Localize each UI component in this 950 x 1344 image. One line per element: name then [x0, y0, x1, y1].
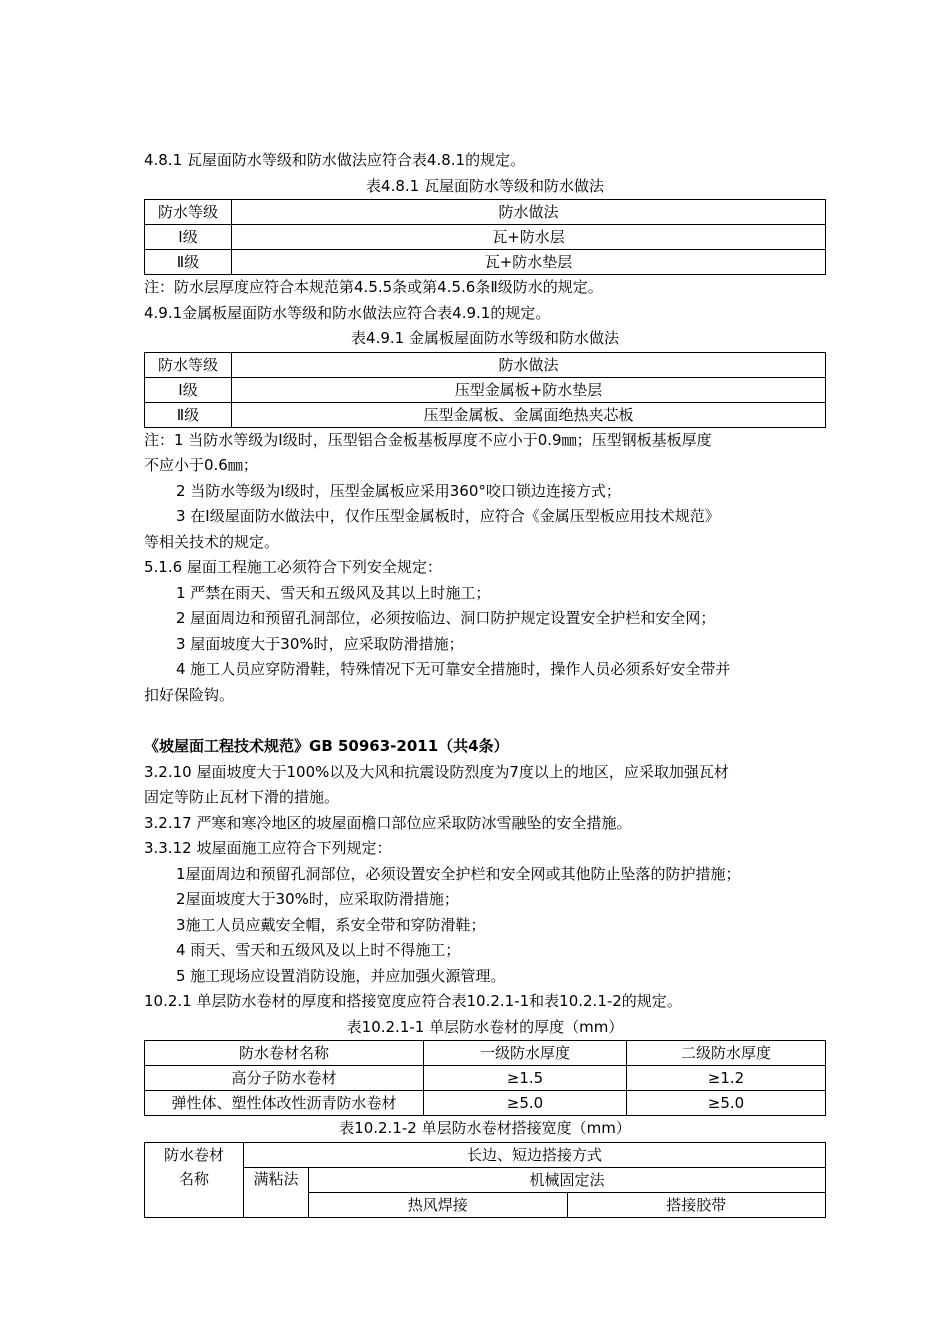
list-item: 扣好保险钩。	[144, 685, 235, 704]
table-cell: Ⅰ级	[145, 377, 232, 402]
header-cell: 防水做法	[232, 352, 826, 377]
table-4-9-1-caption: 表4.9.1 金属板屋面防水等级和防水做法	[351, 329, 619, 347]
header-cell: 机械固定法	[309, 1167, 826, 1192]
table-cell: ≥1.2	[627, 1066, 826, 1091]
clause-3-2-17: 3.2.17 严寒和寒冷地区的坡屋面檐口部位应采取防冰雪融坠的安全措施。	[144, 813, 632, 832]
table-row	[145, 225, 826, 250]
list-item: 1 严禁在雨天、雪天和五级风及其以上时施工；	[176, 583, 491, 602]
clause-4-9-1: 4.9.1金属板屋面防水等级和防水做法应符合表4.9.1的规定。	[144, 303, 551, 322]
table-cell: Ⅱ级	[145, 250, 232, 275]
table-row	[145, 250, 826, 275]
table-cell: 瓦+防水层	[232, 225, 826, 250]
table-cell: 高分子防水卷材	[145, 1066, 424, 1091]
list-item: 1屋面周边和预留孔洞部位，必须设置安全护栏和安全网或其他防止坠落的防护措施；	[176, 864, 741, 883]
clause-4-8-1: 4.8.1 瓦屋面防水等级和防水做法应符合表4.8.1的规定。	[144, 151, 526, 169]
clause-10-2-1: 10.2.1 单层防水卷材的厚度和搭接宽度应符合表10.2.1-1和表10.2.1-2的规定。	[144, 992, 682, 1010]
list-item: 3 屋面坡度大于30%时，应采取防滑措施；	[176, 634, 464, 653]
table-10-2-1-1-caption: 表10.2.1-1 单层防水卷材的厚度（mm）	[346, 1017, 624, 1036]
table-cell: 弹性体、塑性体改性沥青防水卷材	[145, 1091, 424, 1116]
table-4-8-1-caption: 表4.8.1 瓦屋面防水等级和防水做法	[366, 176, 604, 195]
header-cell: 搭接胶带	[567, 1192, 826, 1217]
header-cell: 热风焊接	[309, 1192, 568, 1217]
note-line: 3 在Ⅰ级屋面防水做法中，仅作压型金属板时，应符合《金属压型板应用技术规范》	[176, 507, 720, 525]
document-page	[144, 148, 826, 1218]
header-cell-name	[145, 1142, 244, 1217]
header-cell: 防水做法	[232, 200, 826, 225]
header-cell: 防水等级	[145, 200, 232, 225]
note-line: 等相关技术的规定。	[144, 532, 280, 551]
note-line: 不应小于0.6㎜；	[144, 456, 258, 474]
clause-5-1-6: 5.1.6 屋面工程施工必须符合下列安全规定：	[144, 558, 442, 576]
header-cell: 二级防水厚度	[627, 1041, 826, 1066]
header-name-line: 防水卷材	[163, 1145, 224, 1164]
header-cell: 满粘法	[244, 1167, 309, 1217]
table-cell: ≥5.0	[627, 1091, 826, 1116]
table-cell: 压型金属板、金属面绝热夹芯板	[232, 402, 826, 427]
list-item: 5 施工现场应设置消防设施，并应加强火源管理。	[176, 966, 506, 985]
table-10-2-1-2-caption: 表10.2.1-2 单层防水卷材搭接宽度（mm）	[339, 1119, 631, 1137]
note-line: 2 当防水等级为Ⅰ级时，压型金属板应采用360°咬口锁边连接方式；	[176, 481, 621, 500]
list-item: 4 雨天、雪天和五级风及以上时不得施工；	[176, 941, 461, 959]
header-cell: 防水等级	[145, 352, 232, 377]
clause-3-2-10-cont: 固定等防止瓦材下滑的措施。	[144, 788, 340, 806]
table-4-8-1	[144, 199, 826, 275]
clause-3-3-12: 3.3.12 坡屋面施工应符合下列规定：	[144, 839, 392, 857]
table-cell: 瓦+防水垫层	[232, 250, 826, 275]
table-header-row	[145, 200, 826, 225]
list-item: 3施工人员应戴安全帽，系安全带和穿防滑鞋；	[176, 915, 486, 934]
table-cell: Ⅰ级	[145, 225, 232, 250]
table-4-8-1-note: 注：防水层厚度应符合本规范第4.5.5条或第4.5.6条Ⅱ级防水的规定。	[144, 278, 603, 296]
table-header-row	[145, 1041, 826, 1066]
table-header-row	[145, 1142, 826, 1167]
header-cell: 长边、短边搭接方式	[244, 1142, 826, 1167]
clause-3-2-10: 3.2.10 屋面坡度大于100%以及大风和抗震设防烈度为7度以上的地区，应采取加强瓦材	[144, 762, 729, 781]
table-10-2-1-1	[144, 1040, 826, 1116]
header-cell: 一级防水厚度	[424, 1041, 627, 1066]
header-cell: 防水卷材名称	[145, 1041, 424, 1066]
table-header-row	[145, 1167, 826, 1192]
header-name-line: 名称	[178, 1169, 209, 1188]
table-10-2-1-2	[144, 1142, 826, 1218]
table-4-9-1	[144, 352, 826, 428]
table-row	[145, 1091, 826, 1116]
table-row	[145, 1066, 826, 1091]
table-row	[145, 377, 826, 402]
table-header-row	[145, 352, 826, 377]
table-cell: 压型金属板+防水垫层	[232, 377, 826, 402]
table-cell: ≥1.5	[424, 1066, 627, 1091]
table-row	[145, 402, 826, 427]
section-heading: 《坡屋面工程技术规范》GB 50963-2011（共4条）	[144, 737, 509, 755]
table-cell: ≥5.0	[424, 1091, 627, 1116]
note-line: 注：1 当防水等级为Ⅰ级时，压型铝合金板基板厚度不应小于0.9㎜；压型钢板基板厚度	[144, 430, 712, 449]
list-item: 2 屋面周边和预留孔洞部位，必须按临边、洞口防护规定设置安全护栏和安全网；	[176, 609, 716, 627]
list-item: 4 施工人员应穿防滑鞋，特殊情况下无可靠安全措施时，操作人员必须系好安全带并	[176, 660, 731, 678]
table-cell: Ⅱ级	[145, 402, 232, 427]
list-item: 2屋面坡度大于30%时，应采取防滑措施；	[176, 890, 459, 908]
